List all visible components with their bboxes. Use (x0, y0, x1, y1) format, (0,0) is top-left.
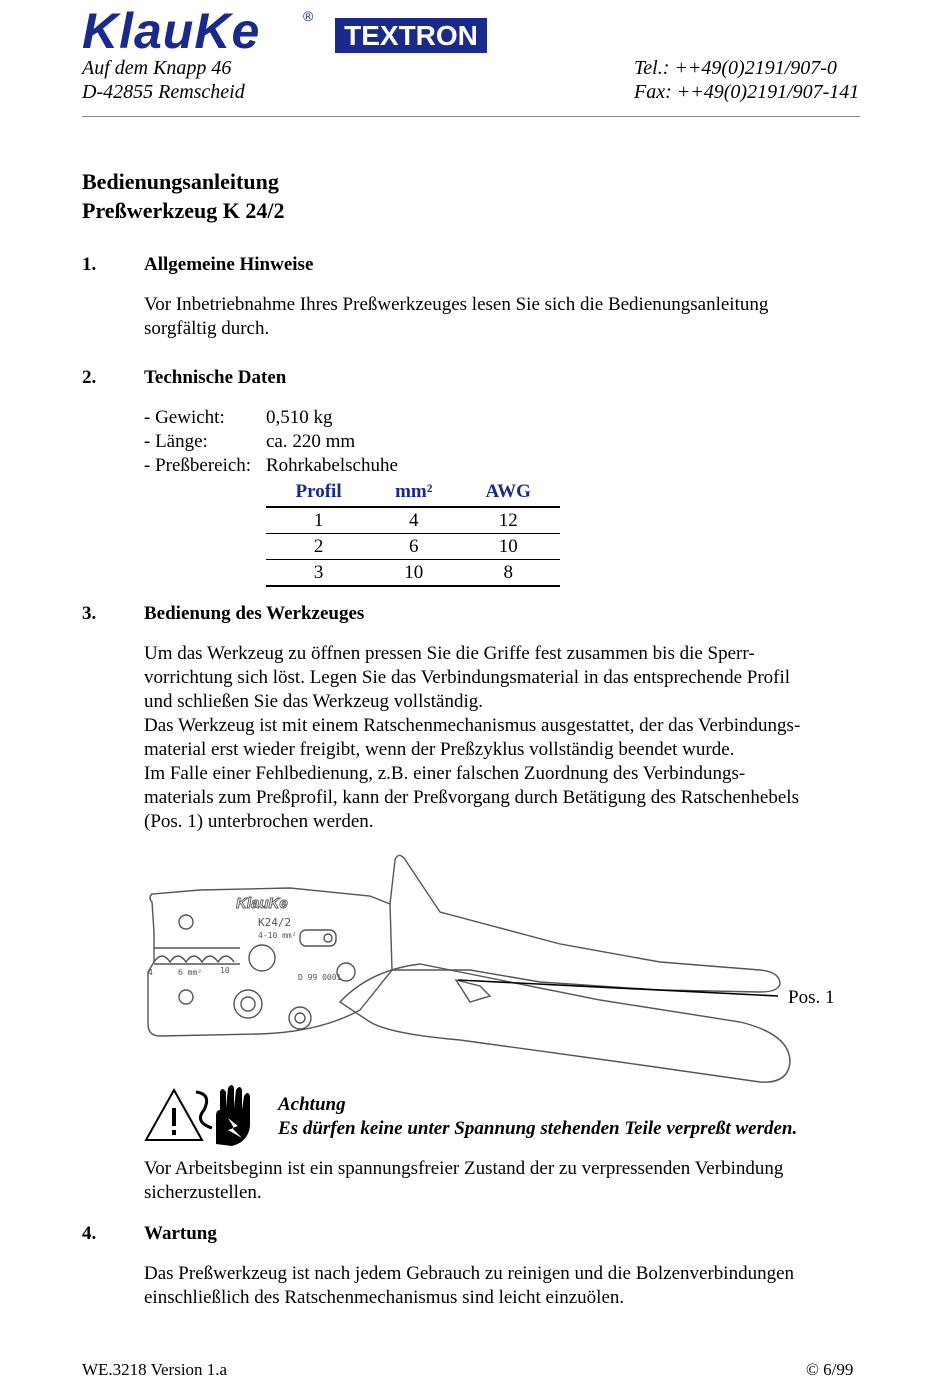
tool-range-label: 4-10 mm² (258, 931, 297, 940)
section-1-text (144, 293, 768, 341)
table-cell: 3 (266, 560, 371, 587)
die-label-10: 10 (220, 966, 230, 975)
tool-model-label: K24/2 (258, 916, 292, 929)
col-header-awg: AWG (456, 478, 560, 507)
text-line: Vor Arbeitsbeginn ist ein spannungsfreier Zustand der zu verpressenden Verbindung (144, 1158, 784, 1179)
section-4-heading: Wartung (144, 1223, 217, 1244)
table-cell: 8 (456, 560, 560, 587)
registered-mark: ® (303, 8, 314, 24)
telephone: Tel.: ++49(0)2191/907-0 (634, 57, 837, 79)
table-cell: 10 (371, 560, 456, 587)
section-3-heading: Bedienung des Werkzeuges (144, 603, 365, 624)
warning-triangle-icon (146, 1090, 202, 1140)
section-3-text (144, 642, 800, 834)
spec-length-value: ca. 220 mm (266, 431, 356, 452)
text-line: Das Preßwerkzeug ist nach jedem Gebrauch zu reinigen und die Bolzenverbindungen (144, 1263, 794, 1284)
warning-text: Es dürfen keine unter Spannung stehenden Teile verpreßt werden. (278, 1118, 798, 1139)
table-row (266, 560, 560, 587)
text-line: (Pos. 1) unterbrochen werden. (144, 811, 374, 832)
section-3-number: 3. (82, 603, 97, 624)
crimping-tool-figure (140, 852, 840, 1092)
pos-1-callout: Pos. 1 (788, 987, 835, 1008)
spec-weight-value: 0,510 kg (266, 407, 333, 428)
table-cell: 2 (266, 534, 371, 560)
address-line-1: Auf dem Knapp 46 (82, 57, 232, 79)
table-row (266, 507, 560, 534)
section-1-number: 1. (82, 254, 97, 275)
text-line: einschließlich des Ratschenmechanismus sind leicht einzuölen. (144, 1287, 625, 1308)
text-line: und schließen Sie das Werkzeug vollständig. (144, 691, 483, 712)
text-line: Um das Werkzeug zu öffnen pressen Sie die Griffe fest zusammen bis die Sperr- (144, 643, 755, 664)
doc-title-line-2: Preßwerkzeug K 24/2 (82, 198, 285, 223)
table-cell: 12 (456, 507, 560, 534)
table-cell: 1 (266, 507, 371, 534)
textron-logo (335, 18, 487, 53)
section-4-number: 4. (82, 1223, 97, 1244)
text-line: Das Werkzeug ist mit einem Ratschenmechanismus ausgestattet, der das Verbindungs- (144, 715, 801, 736)
text-line: Vor Inbetriebnahme Ihres Preßwerkzeuges lesen Sie sich die Bedienungsanleitung (144, 294, 769, 315)
text-line: vorrichtung sich löst. Legen Sie das Verbindungsmaterial in das entsprechende Profil (144, 667, 791, 688)
die-label-4: 4 (148, 968, 153, 977)
text-line: sicherzustellen. (144, 1182, 262, 1203)
doc-title-line-1: Bedienungsanleitung (82, 169, 279, 194)
profile-table (266, 478, 560, 587)
footer-doc-id: WE.3218 Version 1.a (82, 1360, 228, 1379)
section-2-heading: Technische Daten (144, 367, 287, 388)
header-divider (82, 116, 860, 117)
table-cell: 10 (456, 534, 560, 560)
section-2-number: 2. (82, 367, 97, 388)
fax: Fax: ++49(0)2191/907-141 (634, 81, 860, 103)
tool-brand-label: KlauKe (236, 895, 288, 912)
col-header-mm2: mm² (371, 478, 456, 507)
section-1-heading: Allgemeine Hinweise (144, 254, 314, 275)
electric-hand-icon (196, 1085, 250, 1146)
callout-line (458, 980, 778, 996)
table-row (266, 534, 560, 560)
warning-title: Achtung (278, 1094, 346, 1115)
address-line-2: D-42855 Remscheid (82, 81, 245, 103)
table-cell: 4 (371, 507, 456, 534)
col-header-profil: Profil (266, 478, 371, 507)
section-4-text (144, 1262, 794, 1310)
warning-icons (142, 1082, 272, 1148)
warning-note (144, 1157, 783, 1205)
footer-date: © 6/99 (806, 1360, 854, 1379)
text-line: material erst wieder freigibt, wenn der Preßzyklus vollständig beendet wurde. (144, 739, 735, 760)
die-label-6: 6 mm² (178, 968, 203, 977)
text-line: Im Falle einer Fehlbedienung, z.B. einer falschen Zuordnung des Verbindungs- (144, 763, 746, 784)
spec-range-value: Rohrkabelschuhe (266, 455, 398, 476)
textron-logo-text: TEXTRON (344, 19, 478, 51)
tool-serial-label: D 99 0001 (298, 973, 342, 982)
spec-length-label: - Länge: (144, 431, 208, 452)
text-line: materials zum Preßprofil, kann der Preßvorgang durch Betätigung des Ratschenhebels (144, 787, 799, 808)
klauke-logo: KlauKe (82, 3, 261, 59)
spec-weight-label: - Gewicht: (144, 407, 225, 428)
text-line: sorgfältig durch. (144, 318, 270, 339)
table-header-row (266, 478, 560, 507)
table-cell: 6 (371, 534, 456, 560)
spec-range-label: - Preßbereich: (144, 455, 252, 476)
